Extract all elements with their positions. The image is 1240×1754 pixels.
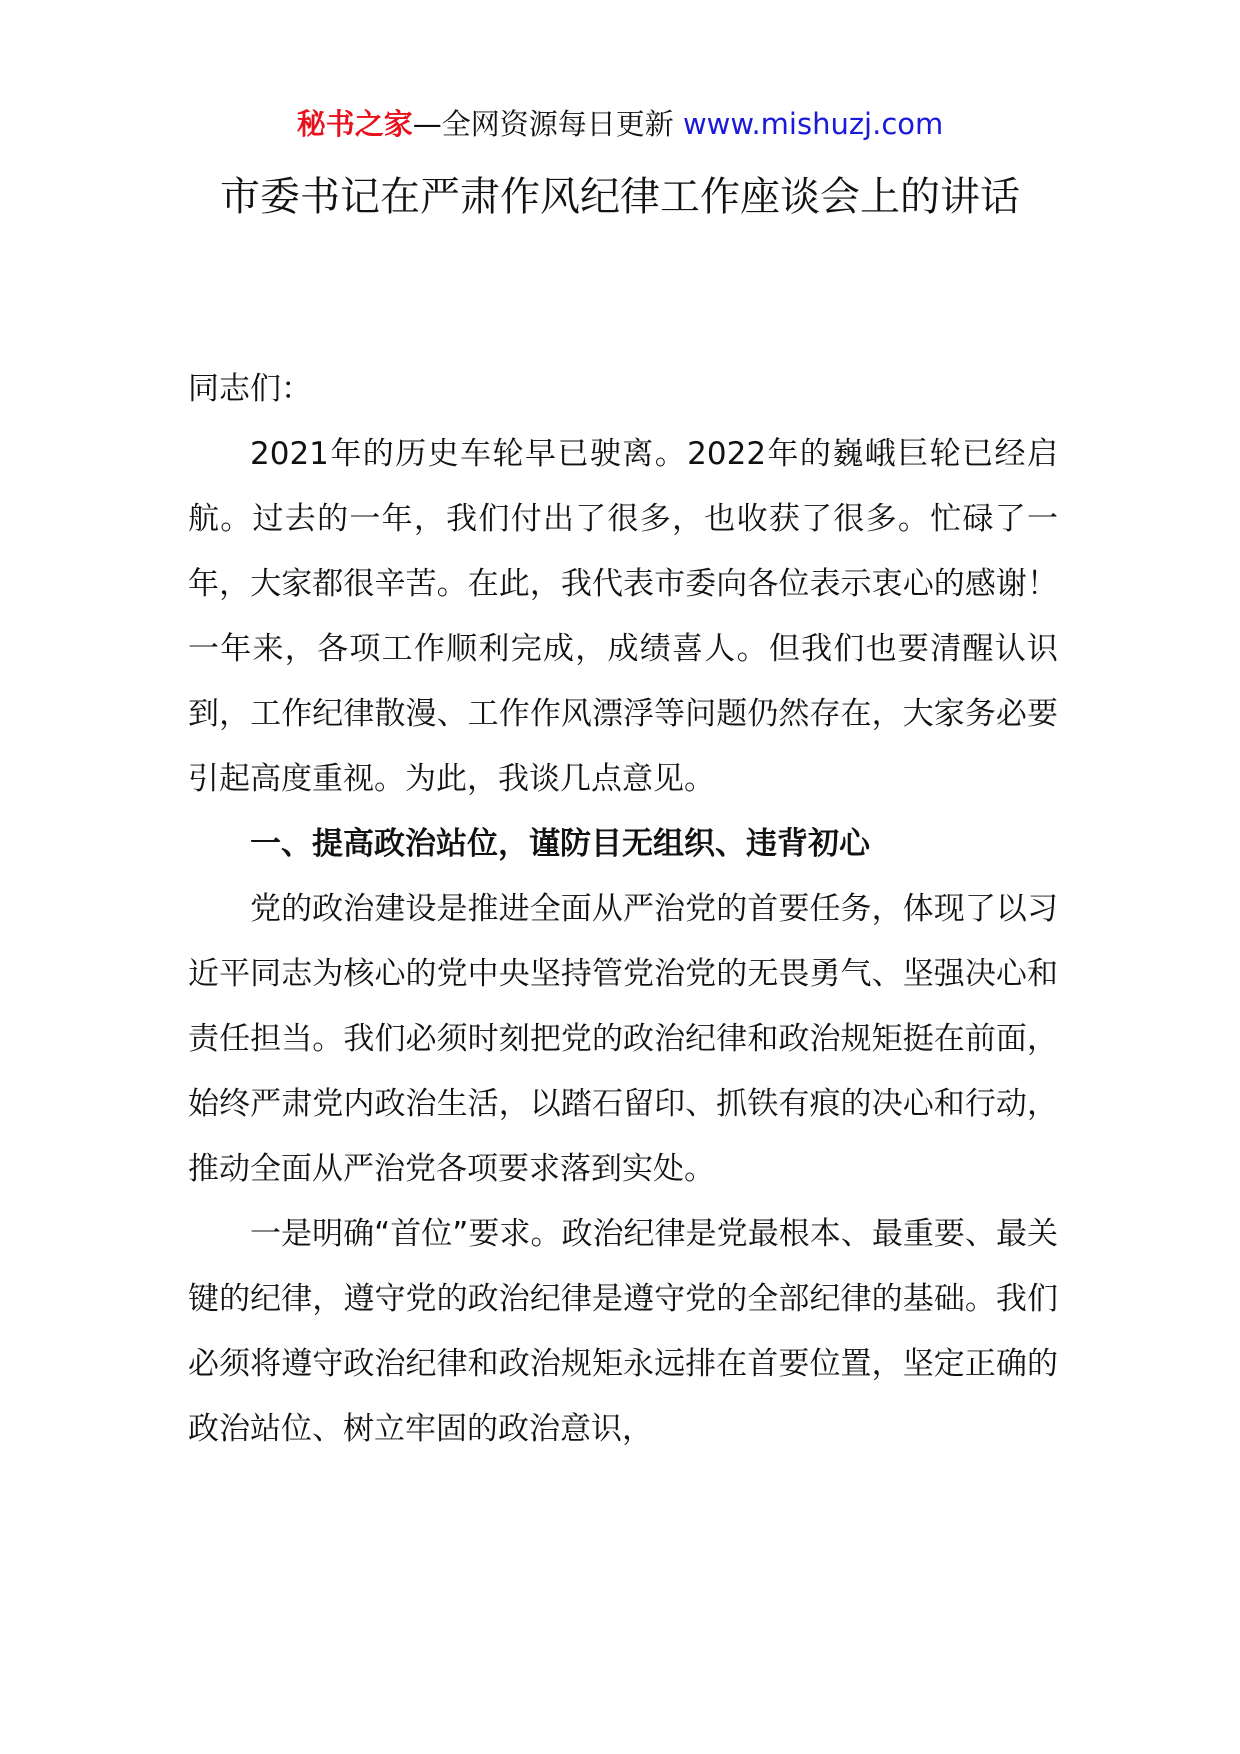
watermark-header: [0, 104, 1240, 144]
site-url: www.mishuzj.com: [682, 107, 944, 141]
paragraph-first-priority: 一是明确“首位”要求。政治纪律是党最根本、最重要、最关键的纪律，遵守党的政治纪律是遵守党的全部纪律的基础。我们必须将遵守政治纪律和政治规矩永远排在首要位置，坚定正确的政治站位、树立牢固的政治意识，: [188, 1216, 1058, 1447]
paragraph-political-building: 党的政治建设是推进全面从严治党的首要任务，体现了以习近平同志为核心的党中央坚持管党治党的无畏勇气、坚强决心和责任担当。我们必须时刻把党的政治纪律和政治规矩挺在前面，始终严肃党内政治生活，以踏石留印、抓铁有痕的决心和行动，推动全面从严治党各项要求落到实处。: [188, 891, 1058, 1187]
brand-name: 秘书之家: [296, 107, 413, 141]
salutation: 同志们：: [188, 371, 312, 407]
section-heading-1: 一、提高政治站位，谨防目无组织、违背初心: [250, 826, 870, 862]
brand-tagline: —全网资源每日更新: [412, 107, 674, 141]
document-title: 市委书记在严肃作风纪律工作座谈会上的讲话: [220, 174, 1020, 220]
document-body: [188, 357, 1058, 1462]
paragraph-intro: 2021年的历史车轮早已驶离。2022年的巍峨巨轮已经启航。过去的一年，我们付出了很多，也收获了很多。忙碌了一年，大家都很辛苦。在此，我代表市委向各位表示衷心的感谢！一年来，各项工作顺利完成，成绩喜人。但我们也要清醒认识到，工作纪律散漫、工作作风漂浮等问题仍然存在，大家务必要引起高度重视。为此，我谈几点意见。: [188, 436, 1058, 797]
